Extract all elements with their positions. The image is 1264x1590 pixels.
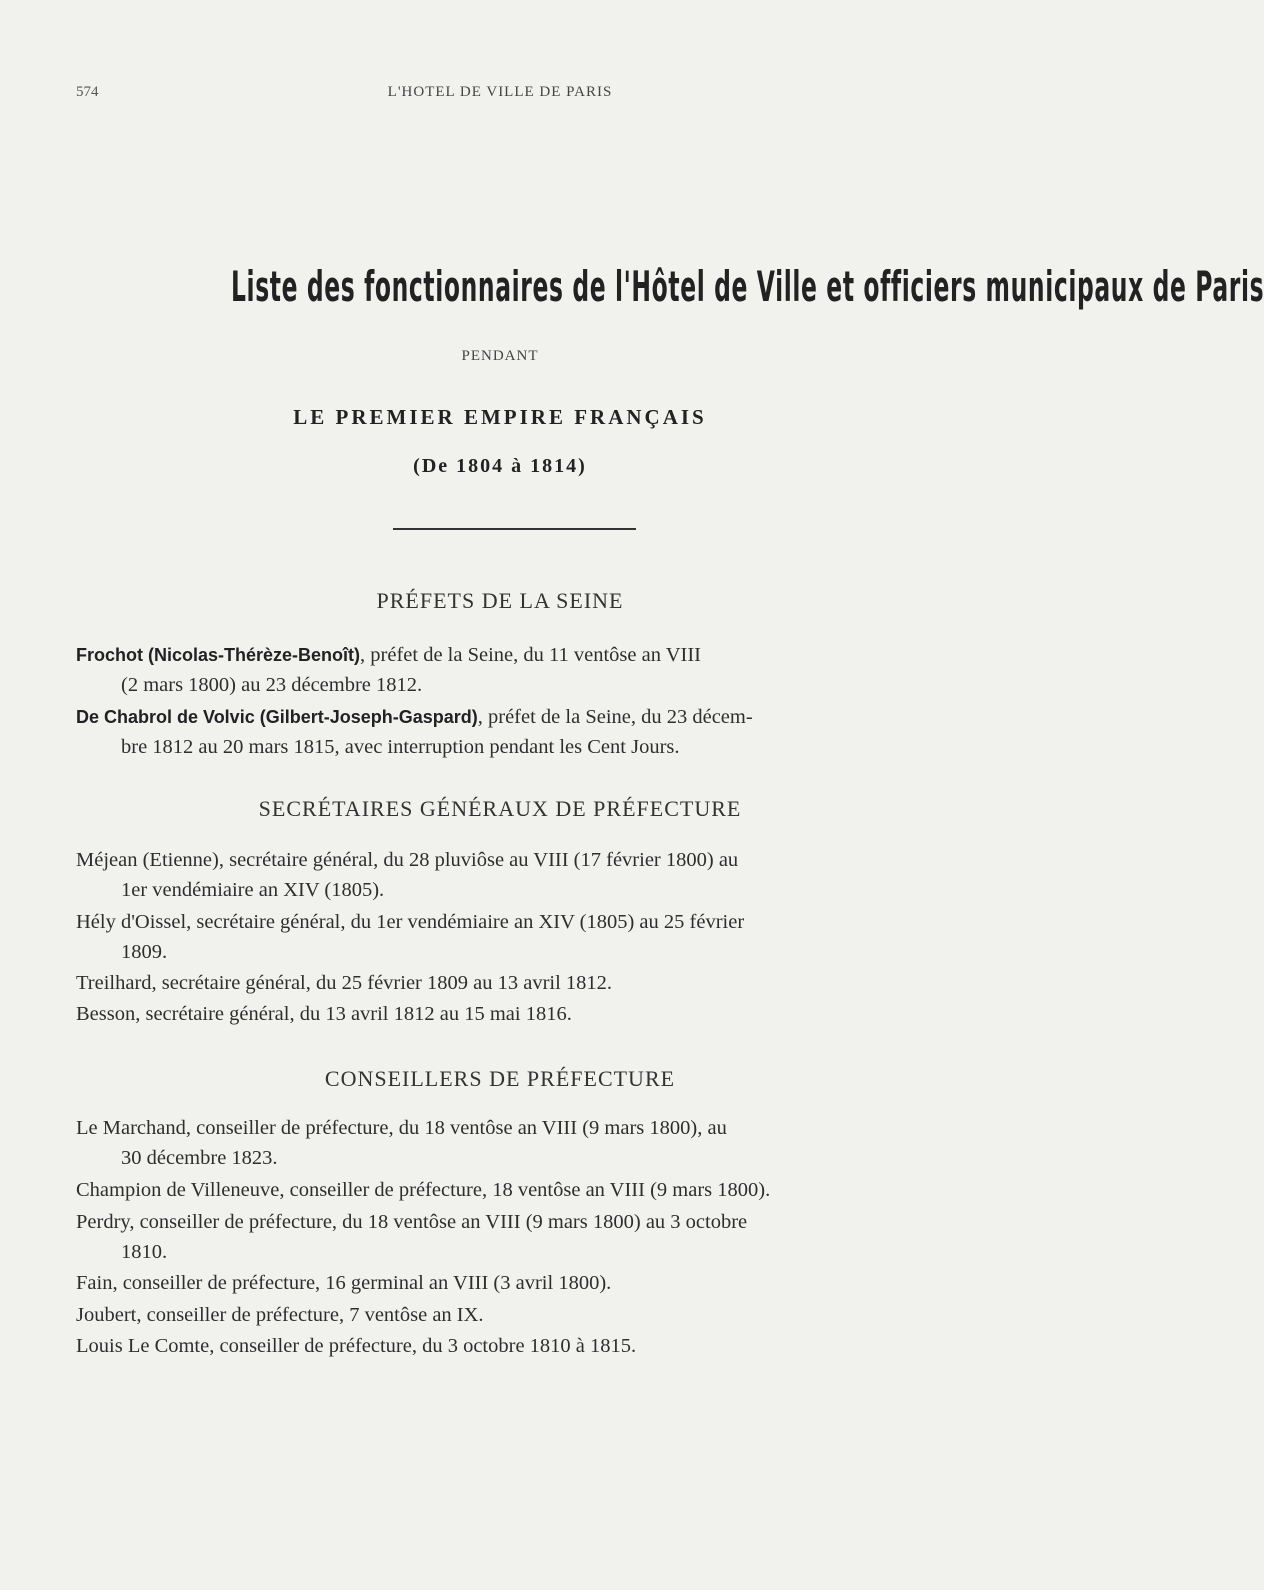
entry-le-marchand [76,1113,948,1173]
empire-title: LE PREMIER EMPIRE FRANÇAIS [293,405,707,429]
entry-hely [76,907,948,967]
entry-continuation: (2 mars 1800) au 23 décembre 1812. [121,674,423,696]
entry-text: Louis Le Comte, conseiller de préfecture, du 3 octobre 1810 à 1815. [76,1335,637,1357]
entry-text: , préfet de la Seine, du 23 décem- [477,706,753,728]
entry-mejean [76,845,948,905]
entry-text: Champion de Villeneuve, conseiller de préfecture, 18 ventôse an VIII (9 mars 1800). [76,1179,771,1201]
entry-continuation: 1er vendémiaire an XIV (1805). [121,879,385,901]
entry-text: Hély d'Oissel, secrétaire général, du 1er vendémiaire an XIV (1805) au 25 février [76,911,745,933]
main-title: Liste des fonctionnaires de l'Hôtel de Ville et officiers municipaux de Paris [231,262,1264,311]
entry-fain [76,1268,948,1298]
entry-le-comte [76,1331,948,1361]
entry-besson [76,999,948,1029]
entry-text: Le Marchand, conseiller de préfecture, du 18 ventôse an VIII (9 mars 1800), au [76,1117,727,1139]
entry-treilhard [76,968,948,998]
entry-perdry [76,1207,948,1267]
entry-text: Joubert, conseiller de préfecture, 7 ventôse an IX. [76,1304,484,1326]
entry-name: De Chabrol de Volvic (Gilbert-Joseph-Gaspard) [76,707,478,727]
page-number: 574 [76,84,99,100]
entry-champion [76,1175,948,1205]
empire-dates: (De 1804 à 1814) [413,455,587,477]
running-title: L'HOTEL DE VILLE DE PARIS [387,84,613,100]
entry-continuation: 30 décembre 1823. [121,1147,278,1169]
entry-text: Méjean (Etienne), secrétaire général, du 28 pluviôse au VIII (17 février 1800) au [76,849,739,871]
entry-name: Frochot (Nicolas-Thérèze-Benoît) [76,645,361,665]
entry-continuation: bre 1812 au 20 mars 1815, avec interruption pendant les Cent Jours. [121,736,680,758]
entry-continuation: 1810. [121,1241,168,1263]
section-heading-conseillers: CONSEILLERS DE PRÉFECTURE [324,1066,676,1091]
entry-text: Besson, secrétaire général, du 13 avril 1812 au 15 mai 1816. [76,1003,572,1025]
section-heading-secretaires: SECRÉTAIRES GÉNÉRAUX DE PRÉFECTURE [258,796,742,821]
entry-text: , préfet de la Seine, du 11 ventôse an VIII [360,644,702,666]
entry-chabrol [76,702,948,762]
section-heading-prefets: PRÉFETS DE LA SEINE [376,588,624,613]
entry-text: Treilhard, secrétaire général, du 25 février 1809 au 13 avril 1812. [76,972,613,994]
entry-continuation: 1809. [121,941,168,963]
entry-text: Fain, conseiller de préfecture, 16 germinal an VIII (3 avril 1800). [76,1272,612,1294]
running-head [76,84,924,108]
subtitle-pendant: PENDANT [461,348,539,364]
entry-text: Perdry, conseiller de préfecture, du 18 ventôse an VIII (9 mars 1800) au 3 octobre [76,1211,748,1233]
entry-frochot [76,640,948,700]
entry-joubert [76,1300,948,1330]
divider-rule [393,528,636,530]
